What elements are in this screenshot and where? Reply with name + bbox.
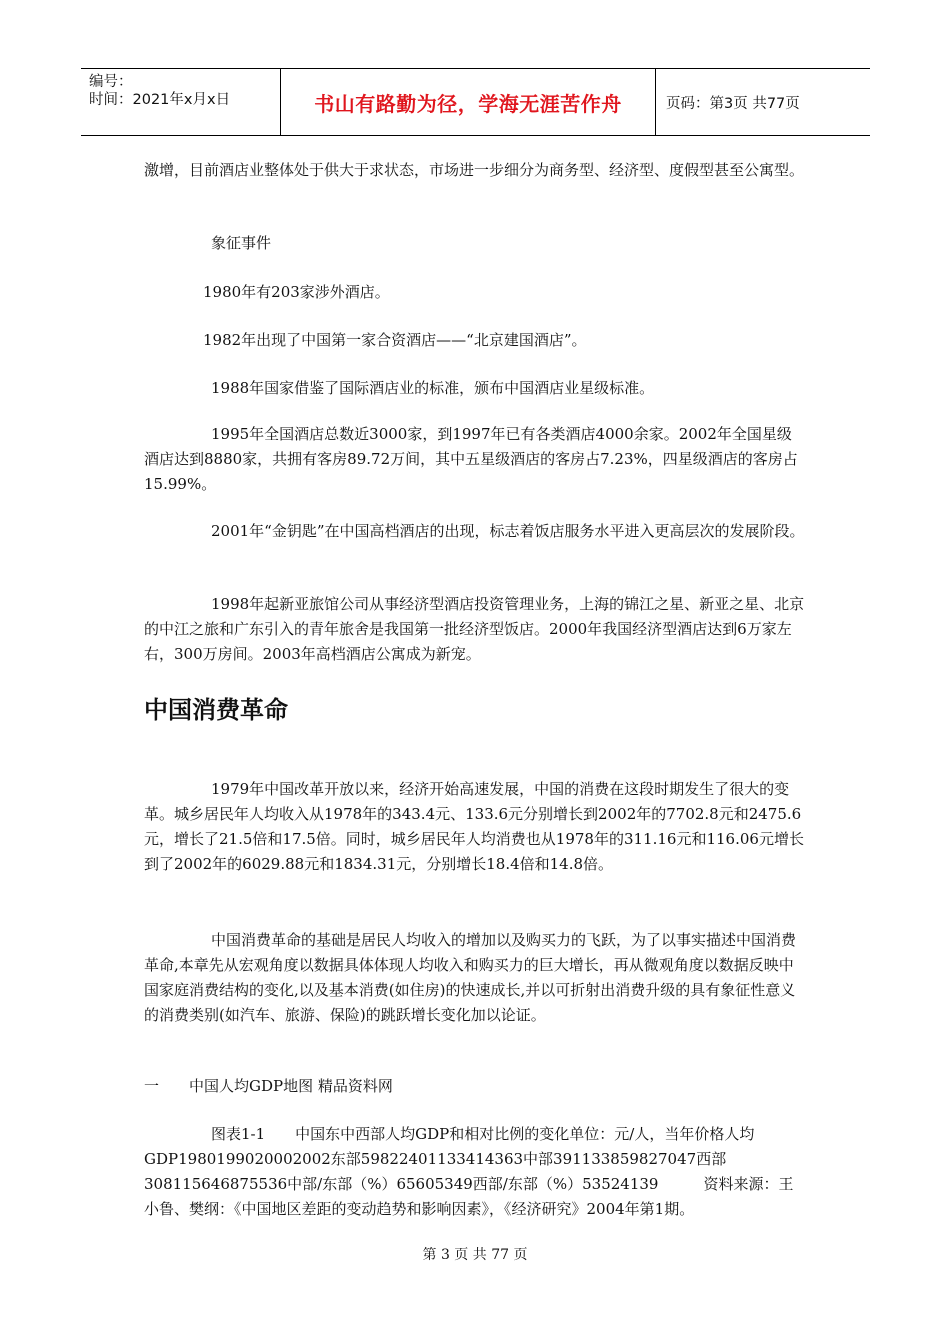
paragraph-event-1982: 1982年出现了中国第一家合资酒店——“北京建国酒店”。 xyxy=(203,331,587,349)
document-date-label: 时间：2021年x月x日 xyxy=(89,92,231,108)
paragraph-event-1980: 1980年有203家涉外酒店。 xyxy=(203,283,390,301)
paragraph-consumption-basis: 中国消费革命的基础是居民人均收入的增加以及购买力的飞跃，为了以事实描述中国消费革命,本章先从宏观角度以数据具体体现人均收入和购买力的巨大增长，再从微观角度以数据反映中国家庭消费结构的变化,以及基本消费(如住房)的快速成长,并以可折射出消费升级的具有象征性意义的消费类别(如汽车、旅游、保险)的跳跃增长变化加以论证。 xyxy=(144,931,797,1024)
page-footer: 第 3 页 共 77 页 xyxy=(422,1247,528,1263)
section-heading: 中国消费革命 xyxy=(144,696,288,724)
paragraph-gdp-map-title: 一 中国人均GDP地图 精品资料网 xyxy=(144,1077,393,1095)
page-header xyxy=(81,68,870,136)
paragraph-event-1995: 1995年全国酒店总数近3000家，到1997年已有各类酒店4000余家。2002年全国星级酒店达到8880家，共拥有客房89.72万间，其中五星级酒店的客房占7.23%，四星级酒店的客房占15.99%。 xyxy=(144,425,798,493)
header-page-cell xyxy=(656,69,870,135)
paragraph-subtitle: 象征事件 xyxy=(211,234,272,252)
paragraph-figure-caption: 图表1-1 中国东中西部人均GDP和相对比例的变化单位：元/人，当年价格人均GDP1980199020002002东部59822401133414363中部391133859827047西部308115646875536中部/东部（%）65605349西部/东部（%）53524139 资料来源：王小鲁、樊纲：《中国地区差距的变动趋势和影响因素》，《经济研究》2004年第1期。 xyxy=(144,1125,794,1218)
header-motto: 书山有路勤为径，学海无涯苦作舟 xyxy=(314,91,622,116)
document-code-label: 编号： xyxy=(89,74,133,90)
paragraph-event-1998: 1998年起新亚旅馆公司从事经济型酒店投资管理业务，上海的锦江之星、新亚之星、北京的中江之旅和广东引入的青年旅舍是我国第一批经济型饭店。2000年我国经济型酒店达到6万家左右，300万房间。2003年高档酒店公寓成为新宠。 xyxy=(144,595,805,663)
header-motto-cell xyxy=(281,69,656,135)
header-page-info: 页码：第3页 共77页 xyxy=(666,95,800,112)
paragraph-continuation: 激增，目前酒店业整体处于供大于求状态，市场进一步细分为商务型、经济型、度假型甚至公寓型。 xyxy=(144,161,805,179)
paragraph-event-1988: 1988年国家借鉴了国际酒店业的标准，颁布中国酒店业星级标准。 xyxy=(211,379,655,397)
paragraph-consumption-growth: 1979年中国改革开放以来，经济开始高速发展，中国的消费在这段时期发生了很大的变革。城乡居民年人均收入从1978年的343.4元、133.6元分别增长到2002年的7702.8元和2475.6元，增长了21.5倍和17.5倍。同时，城乡居民年人均消费也从1978年的311.16元和116.06元增长到了2002年的6029.88元和1834.31元，分别增长18.4倍和14.8倍。 xyxy=(144,780,804,873)
header-meta-cell xyxy=(81,69,281,135)
paragraph-event-2001: 2001年“金钥匙”在中国高档酒店的出现，标志着饭店服务水平进入更高层次的发展阶段。 xyxy=(211,522,805,540)
